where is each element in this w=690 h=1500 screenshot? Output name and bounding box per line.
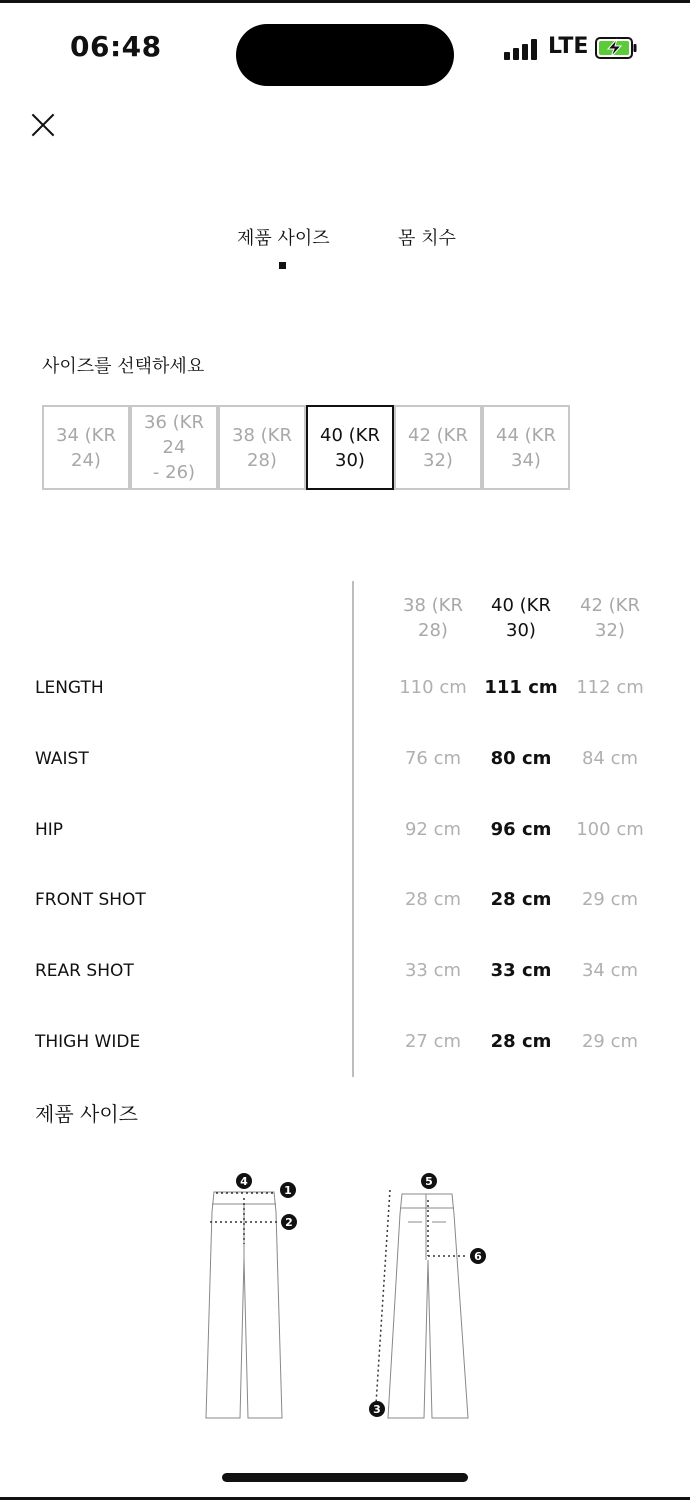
row-label-length: LENGTH	[35, 678, 104, 698]
column-header-42: 42 (KR 32)	[580, 595, 640, 641]
size-option-36[interactable]: 36 (KR 24 - 26)	[130, 405, 218, 490]
column-header-40: 40 (KR 30)	[491, 595, 551, 641]
cell-length-40: 111 cm	[484, 677, 558, 698]
home-indicator[interactable]	[222, 1473, 468, 1482]
cell-thigh-wide-40: 28 cm	[490, 1031, 552, 1052]
size-option-38[interactable]: 38 (KR 28)	[218, 405, 306, 490]
cell-rear-shot-40: 33 cm	[490, 960, 552, 981]
cell-thigh-wide-42: 29 cm	[581, 1031, 639, 1052]
cell-rear-shot-42: 34 cm	[581, 960, 639, 981]
cell-length-42: 112 cm	[576, 677, 644, 698]
row-label-waist: WAIST	[35, 749, 89, 769]
cell-waist-38: 76 cm	[404, 748, 462, 769]
size-select-label: 사이즈를 선택하세요	[42, 356, 205, 377]
battery-charging-icon	[595, 37, 637, 59]
cell-hip-40: 96 cm	[490, 819, 552, 840]
svg-text:3: 3	[373, 1403, 381, 1416]
cell-rear-shot-38: 33 cm	[404, 960, 462, 981]
row-label-hip: HIP	[35, 820, 64, 840]
row-label-rear-shot: REAR SHOT	[35, 961, 134, 981]
size-option-42[interactable]: 42 (KR 32)	[394, 405, 482, 490]
cell-waist-40: 80 cm	[490, 748, 552, 769]
cell-front-shot-38: 28 cm	[404, 889, 462, 910]
cell-hip-42: 100 cm	[576, 819, 644, 840]
status-time: 06:48	[70, 30, 162, 63]
svg-text:6: 6	[474, 1250, 482, 1263]
size-option-40[interactable]: 40 (KR 30)	[306, 405, 394, 490]
row-label-thigh-wide: THIGH WIDE	[35, 1032, 141, 1052]
dynamic-island	[236, 24, 454, 86]
signal-icon	[504, 38, 542, 60]
size-options	[42, 405, 570, 490]
size-option-44[interactable]: 44 (KR 34)	[482, 405, 570, 490]
column-header-38: 38 (KR 28)	[403, 595, 463, 641]
svg-text:1: 1	[284, 1184, 292, 1197]
size-option-34[interactable]: 34 (KR 24)	[42, 405, 130, 490]
cell-waist-42: 84 cm	[581, 748, 639, 769]
cell-front-shot-40: 28 cm	[490, 889, 552, 910]
cell-thigh-wide-38: 27 cm	[404, 1031, 462, 1052]
svg-text:5: 5	[425, 1175, 433, 1188]
tab-body-measurements[interactable]: 몸 치수	[398, 228, 456, 249]
svg-text:2: 2	[285, 1216, 293, 1229]
network-label: LTE	[548, 34, 589, 59]
table-divider	[352, 581, 354, 1077]
cell-length-38: 110 cm	[399, 677, 467, 698]
svg-text:4: 4	[240, 1175, 248, 1188]
tab-product-size[interactable]: 제품 사이즈	[237, 228, 330, 249]
section-title-product-size: 제품 사이즈	[35, 1102, 138, 1126]
pants-measurement-diagram	[196, 1168, 496, 1428]
row-label-front-shot: FRONT SHOT	[35, 890, 146, 910]
cell-front-shot-42: 29 cm	[581, 889, 639, 910]
close-icon[interactable]	[30, 112, 56, 138]
cell-hip-38: 92 cm	[404, 819, 462, 840]
active-tab-indicator	[279, 262, 286, 269]
